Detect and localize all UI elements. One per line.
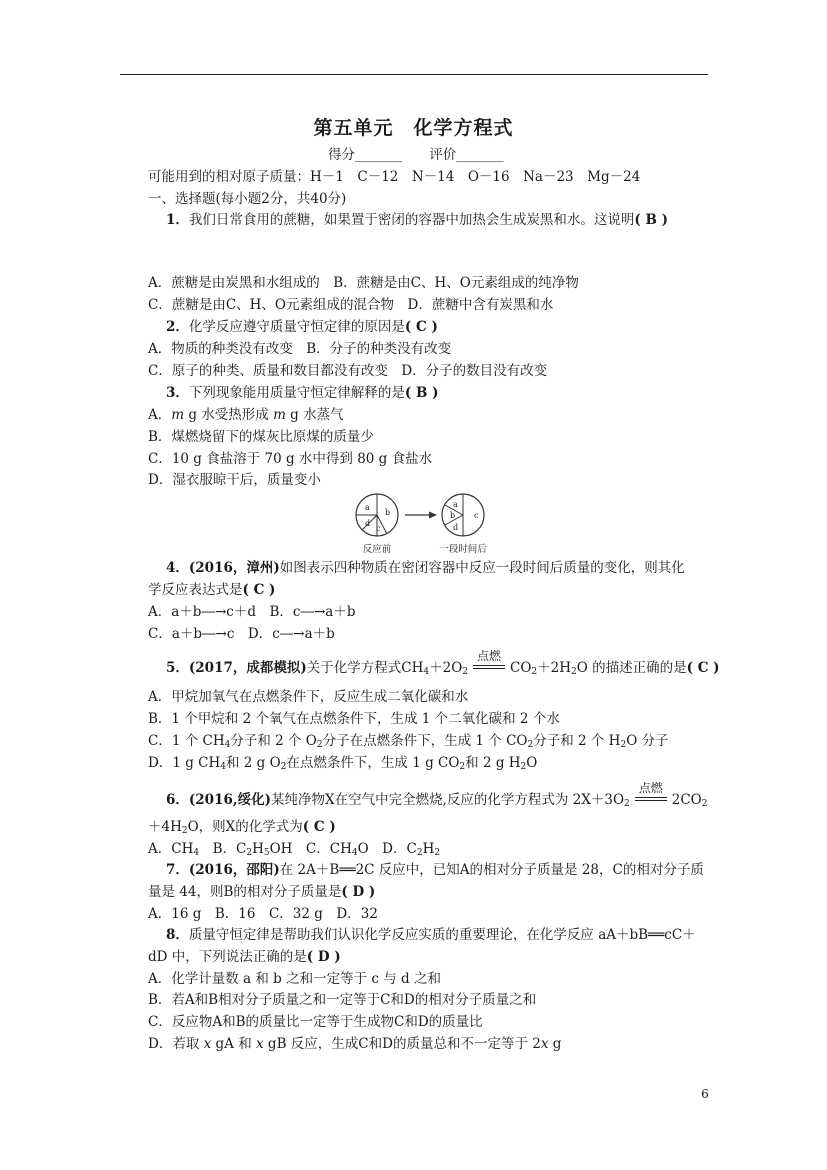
- q2-options-ab: A．物质的种类没有改变 B．分子的种类没有改变: [148, 341, 452, 357]
- section-heading: 一、选择题(每小题2分，共40分): [148, 191, 347, 207]
- page-title: 第五单元 化学方程式: [313, 117, 514, 139]
- question-8: 8．质量守恒定律是帮助我们认识化学反应实质的重要理论，在化学反应 aA＋bB══cC＋: [166, 927, 696, 943]
- q3-option-d: D．湿衣服晾干后，质量变小: [148, 472, 321, 488]
- arrow-icon: ―→: [201, 604, 227, 620]
- label-c-after: c: [474, 511, 479, 520]
- question-4: 4．(2016，漳州)如图表示四种物质在密闭容器中反应一段时间后质量的变化，则其化: [166, 560, 685, 576]
- label-b-before: b: [385, 508, 391, 517]
- q4-options-ab: A．a＋b―→c＋d B．c―→a＋b: [148, 604, 356, 620]
- question-8-cont: dD 中，下列说法正确的是( D ): [148, 949, 341, 965]
- question-4-cont: 学反应表达式是( C ): [148, 582, 276, 598]
- question-6: 6．(2016,绥化)某纯净物X在空气中完全燃烧,反应的化学方程式为 $2X+3O_2$ 点燃 $2CO_2$: [166, 781, 708, 809]
- before-pie: [356, 494, 398, 536]
- ignition-condition: 点燃: [471, 657, 507, 675]
- label-c-before: c: [376, 524, 381, 533]
- arrow-icon: [405, 512, 437, 519]
- q8-option-d: D．若取 x gA 和 x gB 反应，生成C和D的质量总和不一定等于 2x g: [148, 1036, 562, 1052]
- q2-options-cd: C．原子的种类、质量和数目都没有改变 D．分子的数目没有改变: [148, 363, 548, 379]
- q5-option-a: A．甲烷加氧气在点燃条件下，反应生成二氧化碳和水: [148, 689, 469, 705]
- score-line: 得分_______ 评价_______: [328, 147, 504, 163]
- question-1: 1．我们日常食用的蔗糖，如果置于密闭的容器中加热会生成炭黑和水。这说明( B ): [166, 212, 668, 228]
- q3-option-b: B．煤燃烧留下的煤灰比原煤的质量少: [148, 429, 374, 445]
- arrow-icon: ―→: [279, 626, 305, 642]
- label-after: 一段时间后: [439, 544, 487, 555]
- after-pie: [442, 494, 484, 536]
- label-d-before: d: [365, 519, 371, 528]
- label-before: 反应前: [362, 544, 392, 555]
- atomic-mass-line: 可能用到的相对原子质量：H－1 C－12 N－14 O－16 Na－23 Mg－24: [148, 169, 641, 185]
- q3-option-c: C．10 g 食盐溶于 70 g 水中得到 80 g 食盐水: [148, 451, 433, 467]
- q7-options: A．16 g B．16 C．32 g D．32: [148, 906, 378, 922]
- q5-option-d: D．1 g $CH_4$和 2 g $O_2$在点燃条件下，生成 1 g $CO_2$和 2 g $H_2O$: [148, 755, 538, 772]
- q5-option-b: B．1 个甲烷和 2 个氧气在点燃条件下，生成 1 个二氧化碳和 2 个水: [148, 711, 560, 727]
- q4-options-cd: C．a＋b―→c D．c―→a＋b: [148, 626, 335, 642]
- question-3: 3．下列现象能用质量守恒定律解释的是( B ): [166, 385, 439, 401]
- reaction-mass-figure: [353, 488, 503, 556]
- question-7: 7．(2016，邵阳)在 2A＋B══2C 反应中，已知A的相对分子质量是 28，C的相对分子质: [166, 862, 704, 878]
- answer-1: ( B ): [634, 212, 668, 228]
- label-a-before: a: [365, 503, 370, 512]
- page-number: 6: [701, 1087, 709, 1101]
- q8-option-a: A．化学计量数 a 和 b 之和一定等于 c 与 d 之和: [148, 971, 441, 987]
- q5-option-c: C．1 个 $CH_4$分子和 2 个 $O_2$分子在点燃条件下，生成 1 个 $CO_2$分子和 2 个 $H_2O$ 分子: [148, 733, 669, 750]
- q6-options: A．$CH_4$ B．$C_2H_5OH$ C．$CH_4O$ D．$C_2H_2$: [148, 841, 441, 858]
- q8-option-b: B．若A和B相对分子质量之和一定等于C和D的相对分子质量之和: [148, 992, 537, 1008]
- q1-options-cd: C．蔗糖是由C、H、O元素组成的混合物 D．蔗糖中含有炭黑和水: [148, 297, 554, 313]
- q8-option-c: C．反应物A和B的质量比一定等于生成物C和D的质量比: [148, 1014, 483, 1030]
- question-7-cont: 量是 44，则B的相对分子质量是( D ): [148, 884, 376, 900]
- q1-options-ab: A．蔗糖是由炭黑和水组成的 B．蔗糖是由C、H、O元素组成的纯净物: [148, 275, 579, 291]
- label-b-after: b: [450, 511, 456, 520]
- q3-option-a: A．m g 水受热形成 m g 水蒸气: [148, 407, 344, 423]
- label-a-after: a: [453, 500, 458, 509]
- ignition-condition: 点燃: [633, 789, 669, 807]
- arrow-icon: ―→: [300, 604, 326, 620]
- question-5: 5．(2017，成都模拟)关于化学方程式$CH_4+2O_2$ 点燃 $CO_2+2H_2O$ 的描述正确的是( C ): [166, 649, 720, 677]
- header-rule: [120, 74, 708, 75]
- label-d-after: d: [453, 523, 459, 532]
- question-2: 2．化学反应遵守质量守恒定律的原因是( C ): [166, 319, 438, 335]
- question-6-cont: $+4H_2O$，则X的化学式为( C ): [148, 819, 336, 836]
- arrow-icon: ―→: [202, 626, 227, 642]
